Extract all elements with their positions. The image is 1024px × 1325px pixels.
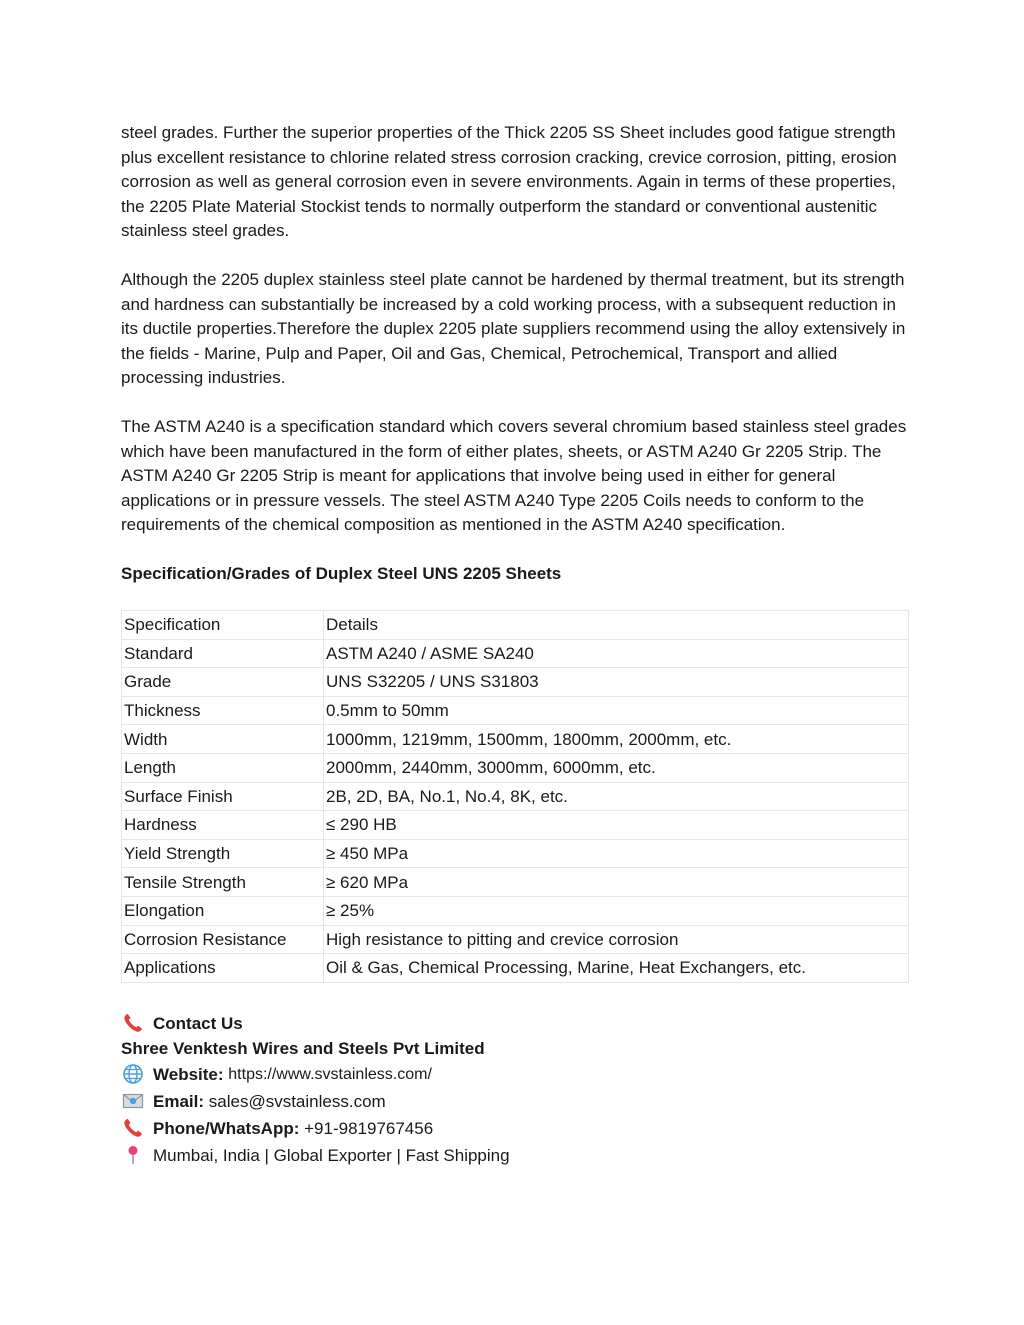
row-label: Corrosion Resistance	[122, 925, 324, 954]
row-value: ASTM A240 / ASME SA240	[324, 639, 909, 668]
location-line	[121, 1142, 911, 1169]
table-header-cell: Specification	[122, 611, 324, 640]
contact-title: Contact Us	[153, 1013, 243, 1033]
row-label: Applications	[122, 954, 324, 983]
table-row	[122, 725, 909, 754]
row-value: ≥ 620 MPa	[324, 868, 909, 897]
table-header-cell: Details	[324, 611, 909, 640]
table-row	[122, 868, 909, 897]
row-value: 1000mm, 1219mm, 1500mm, 1800mm, 2000mm, etc.	[324, 725, 909, 754]
table-row	[122, 925, 909, 954]
document-content	[121, 121, 911, 1169]
email-link[interactable]: sales@svstainless.com	[208, 1091, 386, 1111]
row-label: Grade	[122, 668, 324, 697]
envelope-icon	[121, 1089, 145, 1113]
row-value: 2000mm, 2440mm, 3000mm, 6000mm, etc.	[324, 753, 909, 782]
website-line	[121, 1061, 911, 1088]
map-pin-icon	[121, 1143, 145, 1167]
contact-title-line	[121, 1011, 911, 1036]
table-row	[122, 782, 909, 811]
table-row	[122, 696, 909, 725]
email-label: Email:	[153, 1091, 205, 1111]
table-header-row	[122, 611, 909, 640]
row-value: ≥ 25%	[324, 896, 909, 925]
paragraph-astm-a240: The ASTM A240 is a specification standard which covers several chromium based stainless steel grades which have been manufactured in the form of either plates, sheets, or ASTM A240 Gr 2205 Strip. The ASTM A240 Gr 2205 Strip is meant for applications that involve being used in either for general applications or in pressure vessels. The steel ASTM A240 Type 2205 Coils needs to conform to the requirements of the chemical composition as mentioned in the ASTM A240 specification.	[121, 417, 907, 534]
row-label: Tensile Strength	[122, 868, 324, 897]
row-label: Length	[122, 753, 324, 782]
row-label: Yield Strength	[122, 839, 324, 868]
row-value: High resistance to pitting and crevice corrosion	[324, 925, 909, 954]
table-row	[122, 639, 909, 668]
phone-icon	[121, 1011, 145, 1035]
row-label: Width	[122, 725, 324, 754]
phone-link[interactable]: +91-9819767456	[304, 1118, 434, 1138]
row-label: Thickness	[122, 696, 324, 725]
row-label: Standard	[122, 639, 324, 668]
website-label: Website:	[153, 1064, 224, 1084]
table-row	[122, 811, 909, 840]
paragraph-properties: steel grades. Further the superior properties of the Thick 2205 SS Sheet includes good fatigue strength plus excellent resistance to chlorine related stress corrosion cracking, crevice corrosion, pitting, erosion corrosion as well as general corrosion even in severe environments. Again in terms of these properties, the 2205 Plate Material Stockist tends to normally outperform the standard or conventional austenitic stainless steel grades.	[121, 123, 897, 240]
email-line	[121, 1088, 911, 1115]
company-name: Shree Venktesh Wires and Steels Pvt Limited	[121, 1038, 485, 1058]
phone-line	[121, 1115, 911, 1142]
row-value: UNS S32205 / UNS S31803	[324, 668, 909, 697]
website-link[interactable]: https://www.svstainless.com/	[228, 1065, 432, 1083]
phone-icon	[121, 1116, 145, 1140]
spec-table	[121, 610, 909, 983]
row-value: ≤ 290 HB	[324, 811, 909, 840]
row-label: Surface Finish	[122, 782, 324, 811]
location-text: Mumbai, India | Global Exporter | Fast Shipping	[153, 1145, 510, 1165]
row-value: 2B, 2D, BA, No.1, No.4, 8K, etc.	[324, 782, 909, 811]
row-label: Hardness	[122, 811, 324, 840]
table-row	[122, 839, 909, 868]
table-row	[122, 668, 909, 697]
row-value: ≥ 450 MPa	[324, 839, 909, 868]
table-row	[122, 753, 909, 782]
row-label: Elongation	[122, 896, 324, 925]
spec-heading: Specification/Grades of Duplex Steel UNS 2205 Sheets	[121, 564, 562, 583]
paragraph-hardening: Although the 2205 duplex stainless steel plate cannot be hardened by thermal treatment, but its strength and hardness can substantially be increased by a cold working process, with a subsequent reduction in its ductile properties.Therefore the duplex 2205 plate suppliers recommend using the alloy extensively in the fields - Marine, Pulp and Paper, Oil and Gas, Chemical, Petrochemical, Transport and allied processing industries.	[121, 270, 906, 387]
table-row	[122, 954, 909, 983]
row-value: 0.5mm to 50mm	[324, 696, 909, 725]
phone-label: Phone/WhatsApp:	[153, 1118, 300, 1138]
contact-block	[121, 1011, 911, 1169]
table-row	[122, 896, 909, 925]
row-value: Oil & Gas, Chemical Processing, Marine, Heat Exchangers, etc.	[324, 954, 909, 983]
globe-icon	[121, 1062, 145, 1086]
